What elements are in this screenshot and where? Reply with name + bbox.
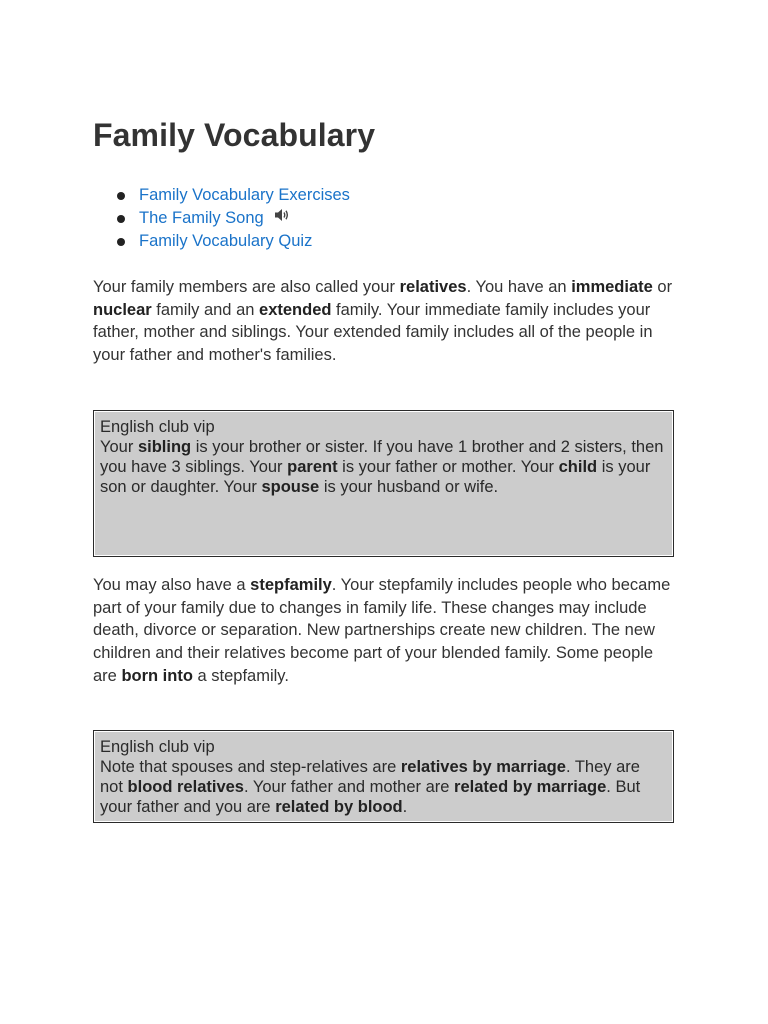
note-box-heading: English club vip xyxy=(100,417,215,436)
note-box-sibling xyxy=(93,410,674,557)
speaker-icon[interactable] xyxy=(274,206,290,229)
link-the-family-song[interactable]: The Family Song xyxy=(139,209,264,227)
link-list xyxy=(93,184,675,253)
page-title: Family Vocabulary xyxy=(93,117,376,153)
link-family-vocabulary-exercises[interactable]: Family Vocabulary Exercises xyxy=(139,186,350,204)
note-box-heading: English club vip xyxy=(100,738,215,757)
list-item xyxy=(115,230,675,253)
bullet-icon xyxy=(117,238,125,246)
link-family-vocabulary-quiz[interactable]: Family Vocabulary Quiz xyxy=(139,232,313,250)
note-box-text: Note that spouses and step-relatives are relatives by marriage. They are not blood relatives. Your father and mother are related by marriage. But your father and you are related by blood. xyxy=(100,758,641,817)
bullet-icon xyxy=(117,215,125,223)
bullet-icon xyxy=(117,192,125,200)
note-box-text: Your sibling is your brother or sister. If you have 1 brother and 2 sisters, then you have 3 siblings. Your parent is your father or mother. Your child is your son or daughter. Your spouse is your husband or wife. xyxy=(100,437,664,496)
paragraph-relatives: Your family members are also called your relatives. You have an immediate or nuclear family and an extended family. Your immediate family includes your father, mother and siblings. Your extended family includes all of the people in your father and mother's families. xyxy=(93,278,673,365)
list-item xyxy=(115,184,675,207)
list-item xyxy=(115,207,675,230)
paragraph-stepfamily: You may also have a stepfamily. Your stepfamily includes people who became part of your family due to changes in family life. These changes may include death, divorce or separation. New partnerships create new children. The new children and their relatives become part of your blended family. Some people are born into a stepfamily. xyxy=(93,575,671,685)
document-page xyxy=(93,110,675,823)
note-box-marriage xyxy=(93,730,674,823)
